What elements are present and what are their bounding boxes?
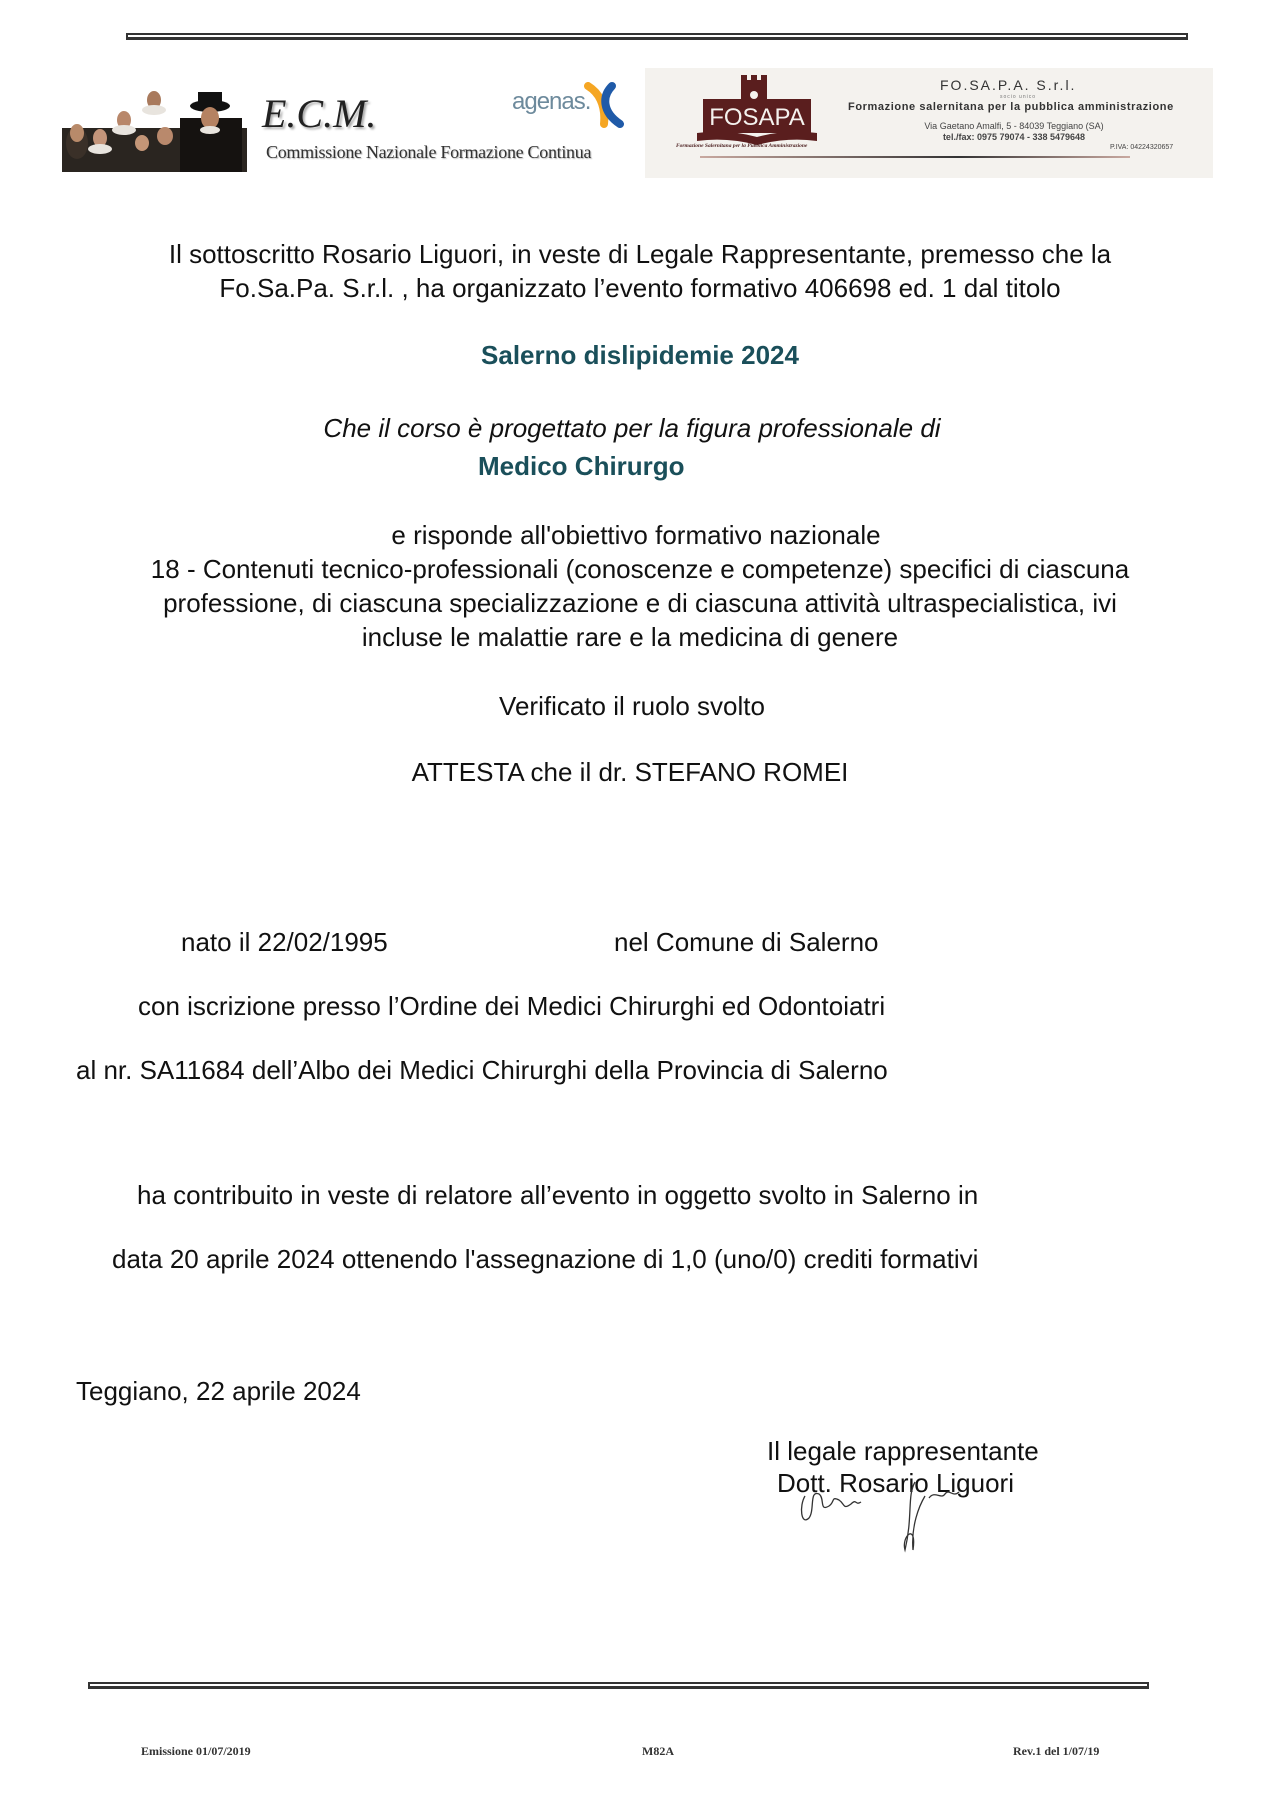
bottom-frame-bar (88, 1682, 1149, 1689)
birth-comune: nel Comune di Salerno (614, 927, 879, 957)
footer-code: M82A (642, 1744, 674, 1758)
objective-line-1: 18 - Contenuti tecnico-professionali (conoscenze e competenze) specifici di ciascuna (150, 554, 1130, 584)
agenas-logo-text: agenas. (512, 88, 591, 115)
albo-line: al nr. SA11684 dell’Albo dei Medici Chirurghi della Provincia di Salerno (76, 1055, 888, 1085)
birth-date: nato il 22/02/1995 (181, 927, 388, 957)
attesta-line: ATTESTA che il dr. STEFANO ROMEI (411, 757, 849, 787)
profession: Medico Chirurgo (478, 451, 685, 481)
contribution-line-2: data 20 aprile 2024 ottenendo l'assegnazione di 1,0 (uno/0) crediti formativi (112, 1244, 979, 1274)
fosapa-phone: tel./fax: 0975 79074 - 338 5479648 (942, 132, 1086, 142)
signatory-name: Dott. Rosario Liguori (777, 1468, 1014, 1498)
footer-revision: Rev.1 del 1/07/19 (1013, 1744, 1100, 1758)
fosapa-full-name: Formazione salernitana per la pubblica amministrazione (848, 101, 1174, 113)
fosapa-divider (700, 156, 1130, 158)
svg-text:FOSAPA: FOSAPA (709, 104, 805, 131)
signatory-role: Il legale rappresentante (767, 1436, 1039, 1466)
objective-line-2: professione, di ciascuna specializzazione e di ciascuna attività ultraspecialistica, ivi (163, 588, 1117, 618)
fosapa-logo-tagline: Formazione Salernitana per la Pubblica Amministrazione (676, 143, 808, 149)
fosapa-logo-icon (695, 75, 820, 145)
intro-line-1: Il sottoscritto Rosario Liguori, in veste di Legale Rappresentante, premesso che la (168, 239, 1112, 269)
footer-emission: Emissione 01/07/2019 (141, 1744, 251, 1758)
ecm-subtitle: Commissione Nazionale Formazione Continua (266, 142, 592, 162)
fosapa-contact (914, 121, 1114, 143)
contribution-line-1: ha contribuito in veste di relatore all’evento in oggetto svolto in Salerno in (137, 1180, 979, 1210)
fosapa-socio-unico: socio unico (1000, 94, 1037, 100)
ecm-title: E.C.M. (262, 91, 377, 136)
signature-icon (795, 1476, 995, 1556)
intro-line-2: Fo.Sa.Pa. S.r.l. , ha organizzato l’evento formativo 406698 ed. 1 dal titolo (219, 273, 1061, 303)
course-line: Che il corso è progettato per la figura professionale di (323, 413, 941, 443)
agenas-logo-icon (584, 82, 624, 128)
anatomy-lesson-painting-icon (62, 88, 247, 172)
iscrizione-line: con iscrizione presso l’Ordine dei Medici Chirurghi ed Odontoiatri (138, 991, 886, 1021)
top-frame-bar (126, 33, 1188, 40)
event-title: Salerno dislipidemie 2024 (481, 340, 799, 370)
verified-role: Verificato il ruolo svolto (499, 691, 765, 721)
objective-intro: e risponde all'obiettivo formativo nazionale (391, 520, 881, 550)
fosapa-company-name: FO.SA.P.A. S.r.l. (940, 77, 1077, 93)
objective-line-3: incluse le malattie rare e la medicina di genere (361, 622, 899, 652)
fosapa-address: Via Gaetano Amalfi, 5 - 84039 Teggiano (SA) (924, 121, 1104, 131)
fosapa-piva: P.IVA: 04224320657 (1110, 144, 1174, 151)
place-date: Teggiano, 22 aprile 2024 (76, 1376, 361, 1406)
